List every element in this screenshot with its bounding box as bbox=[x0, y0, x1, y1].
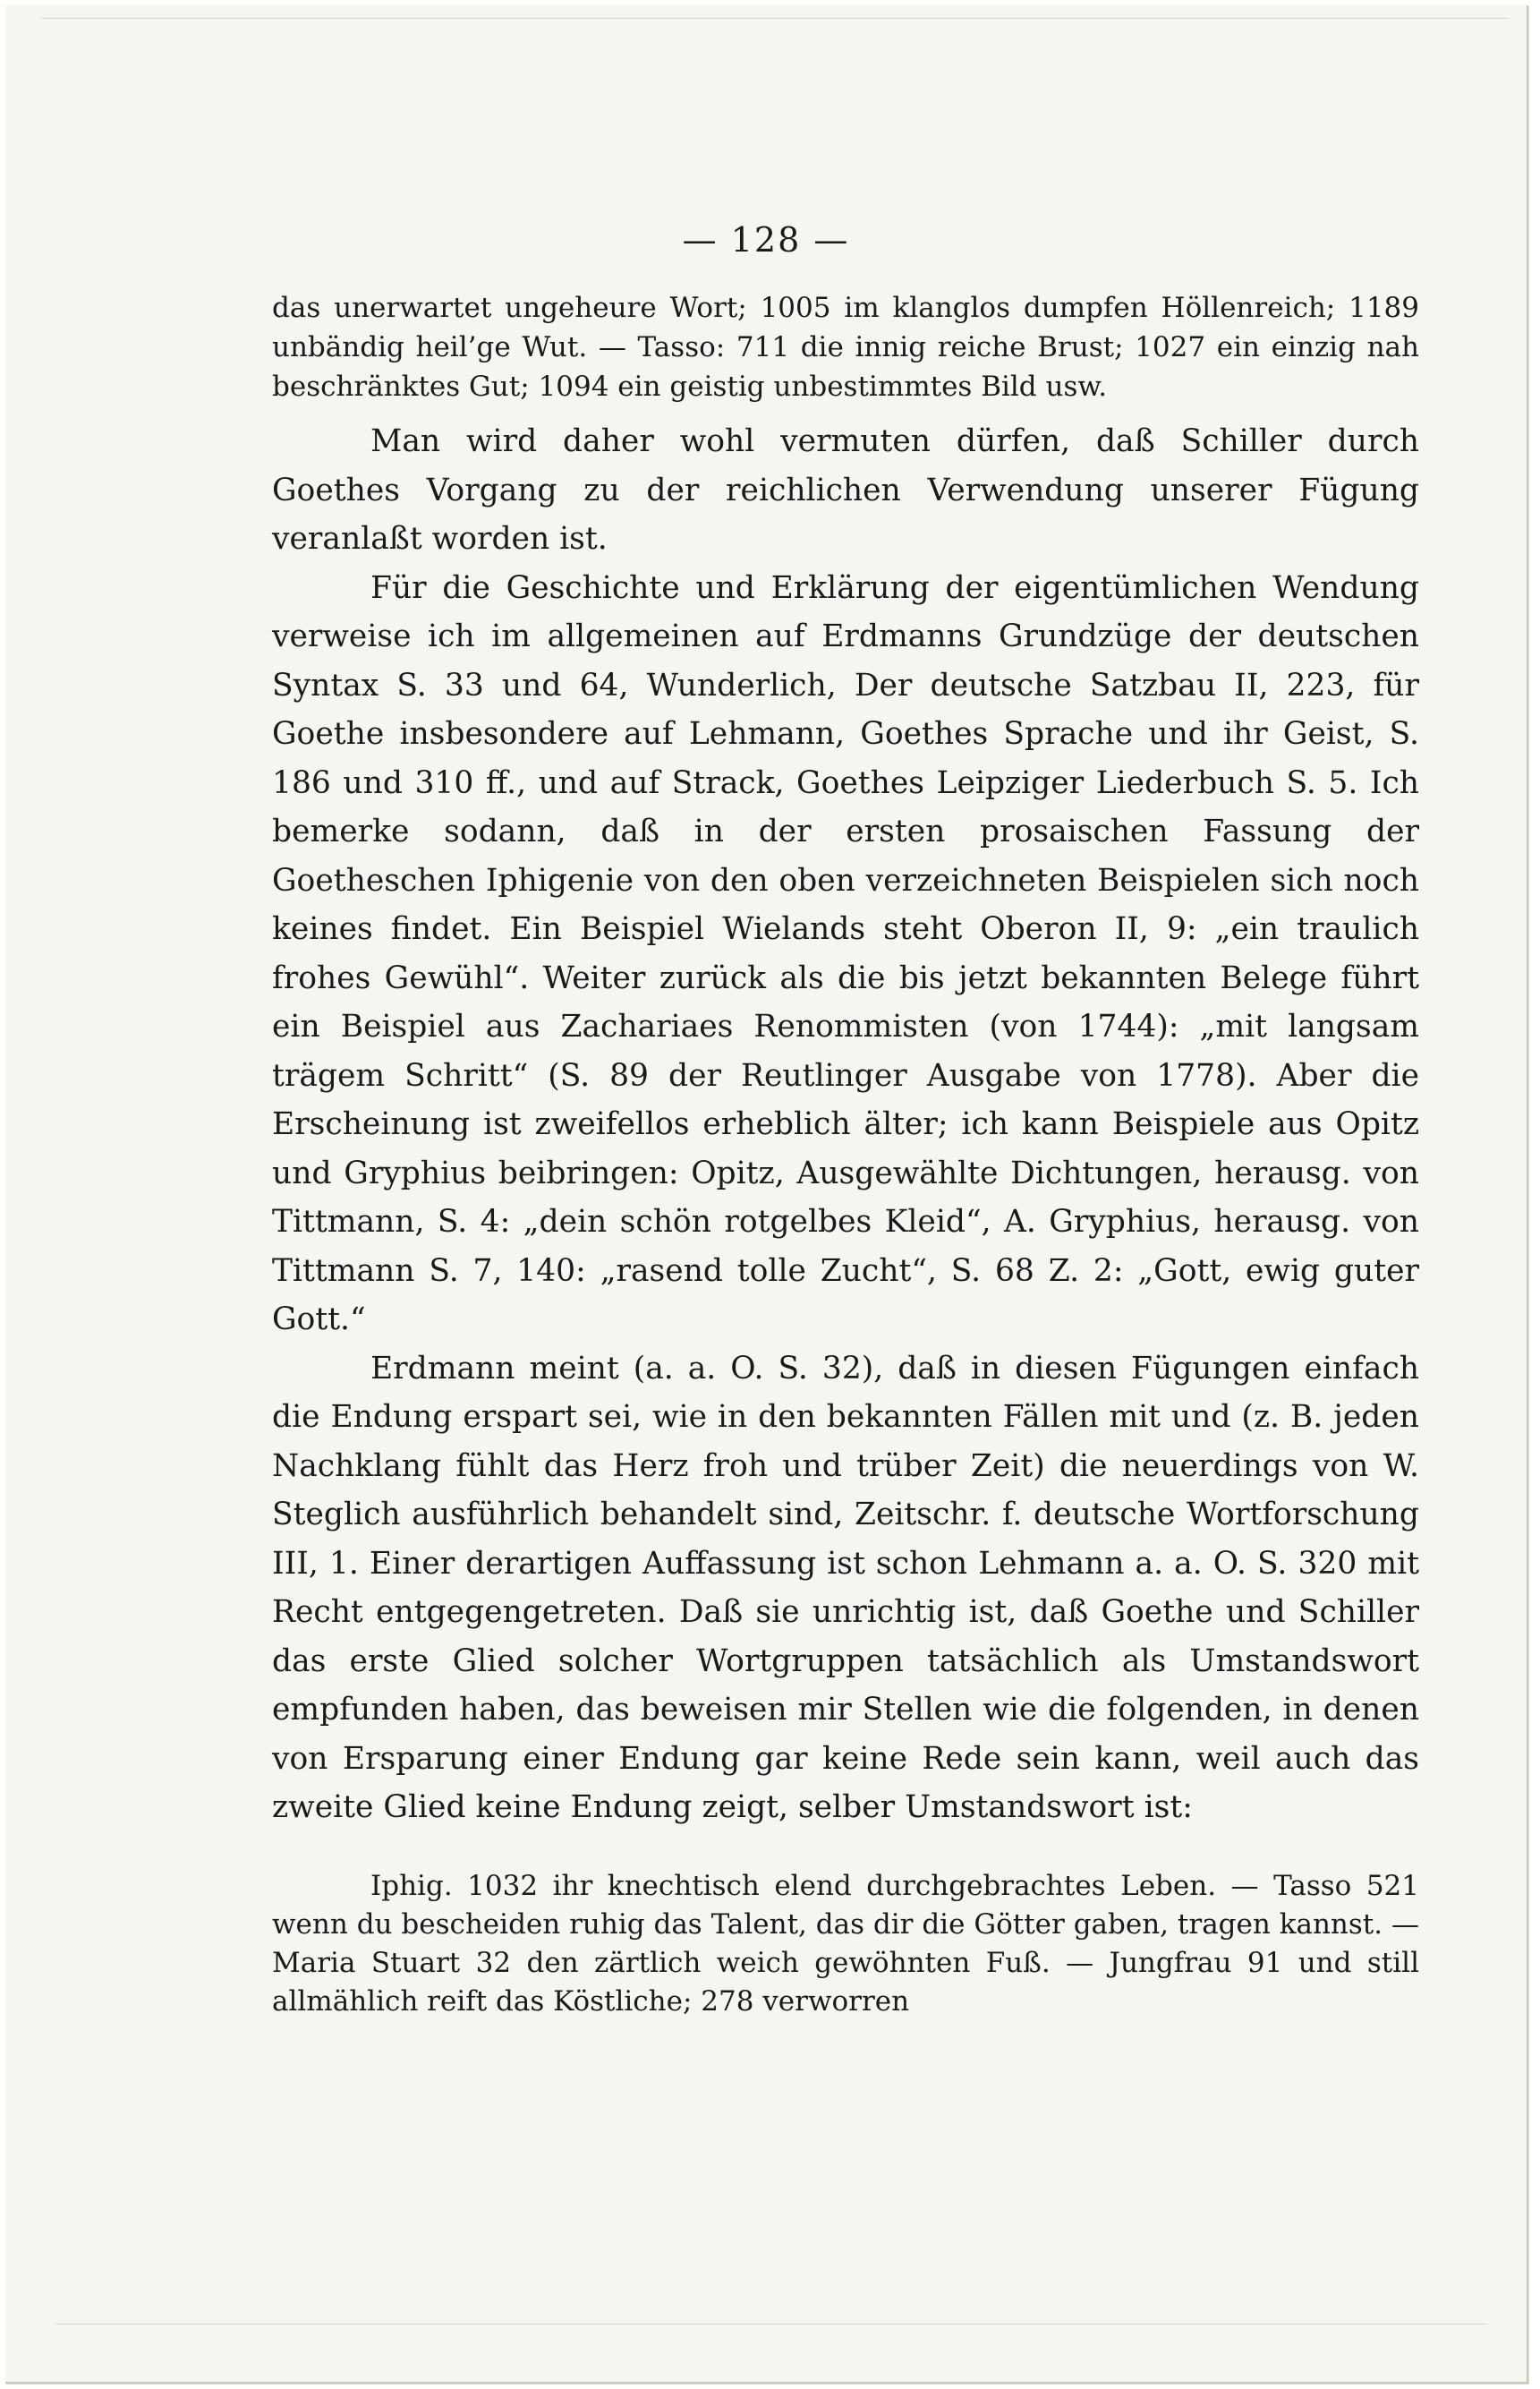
continuation-block bbox=[272, 288, 1419, 406]
quote-text: Iphig. 1032 ihr knechtisch elend durchgebrachtes Leben. — Tasso 521 wenn du bescheiden ruhig das Talent, das dir die Götter gaben, tragen kannst. — Maria Stuart 32 den zärtlich weich gewöhnten Fuß. — Jungfrau 91 und still allmählich reift das Köstliche; 278 verworren bbox=[272, 1870, 1419, 2018]
page-edge-line bbox=[41, 18, 1509, 19]
book-page bbox=[5, 5, 1528, 2384]
paragraph: Erdmann meint (a. a. O. S. 32), daß in diesen Fügungen einfach die Endung erspart sei, wie in den bekannten Fällen mit und (z. B. jeden Nachklang fühlt das Herz froh und trüber Zeit) die neuerdings von W. Steglich ausführlich behandelt sind, Zeitschr. f. deutsche Wortforschung III, 1. Einer derartigen Auffassung ist schon Lehmann a. a. O. S. 320 mit Recht entgegengetreten. Daß sie unrichtig ist, daß Goethe und Schiller das erste Glied solcher Wortgruppen tatsächlich als Umstandswort empfunden haben, das beweisen mir Stellen wie die folgenden, in denen von Ersparung einer Endung gar keine Rede sein kann, weil auch das zweite Glied keine Endung zeigt, selber Umstandswort ist: bbox=[272, 1350, 1419, 1825]
paragraph: Für die Geschichte und Erklärung der eigentümlichen Wendung verweise ich im allgemeinen auf Erdmanns Grundzüge der deutschen Syntax S. 33 und 64, Wunderlich, Der deutsche Satzbau II, 223, für Goethe insbesondere auf Lehmann, Goethes Sprache und ihr Geist, S. 186 und 310 ff., und auf Strack, Goethes Leipziger Liederbuch S. 5. Ich bemerke sodann, daß in der ersten prosaischen Fassung der Goetheschen Iphigenie von den oben verzeichneten Beispielen sich noch keines findet. Ein Beispiel Wielands steht Oberon II, 9: „ein traulich frohes Gewühl“. Weiter zurück als die bis jetzt bekannten Belege führt ein Beispiel aus Zachariaes Renommisten (von 1744): „mit langsam trägem Schritt“ (S. 89 der Reutlinger Ausgabe von 1778). Aber die Erscheinung ist zweifellos erheblich älter; ich kann Beispiele aus Opitz und Gryphius beibringen: Opitz, Ausgewählte Dichtungen, herausg. von Tittmann, S. 4: „dein schön rotgelbes Kleid“, A. Gryphius, herausg. von Tittmann S. 7, 140: „rasend tolle Zucht“, S. 68 Z. 2: „Gott, ewig guter Gott.“ bbox=[272, 569, 1419, 1337]
quote-block bbox=[272, 1867, 1419, 2021]
paragraph: Man wird daher wohl vermuten dürfen, daß Schiller durch Goethes Vorgang zu der reichlichen Verwendung unserer Fügung veranlaßt worden ist. bbox=[272, 423, 1419, 557]
page-number: — 128 — bbox=[682, 220, 850, 260]
page-edge-line bbox=[55, 2324, 1487, 2325]
continuation-text: das unerwartet ungeheure Wort; 1005 im klanglos dumpfen Höllenreich; 1189 unbändig heil’ge Wut. — Tasso: 711 die innig reiche Brust; 1027 ein einzig nah beschränktes Gut; 1094 ein geistig unbestimmtes Bild usw. bbox=[272, 292, 1419, 403]
body-text bbox=[272, 417, 1419, 1832]
